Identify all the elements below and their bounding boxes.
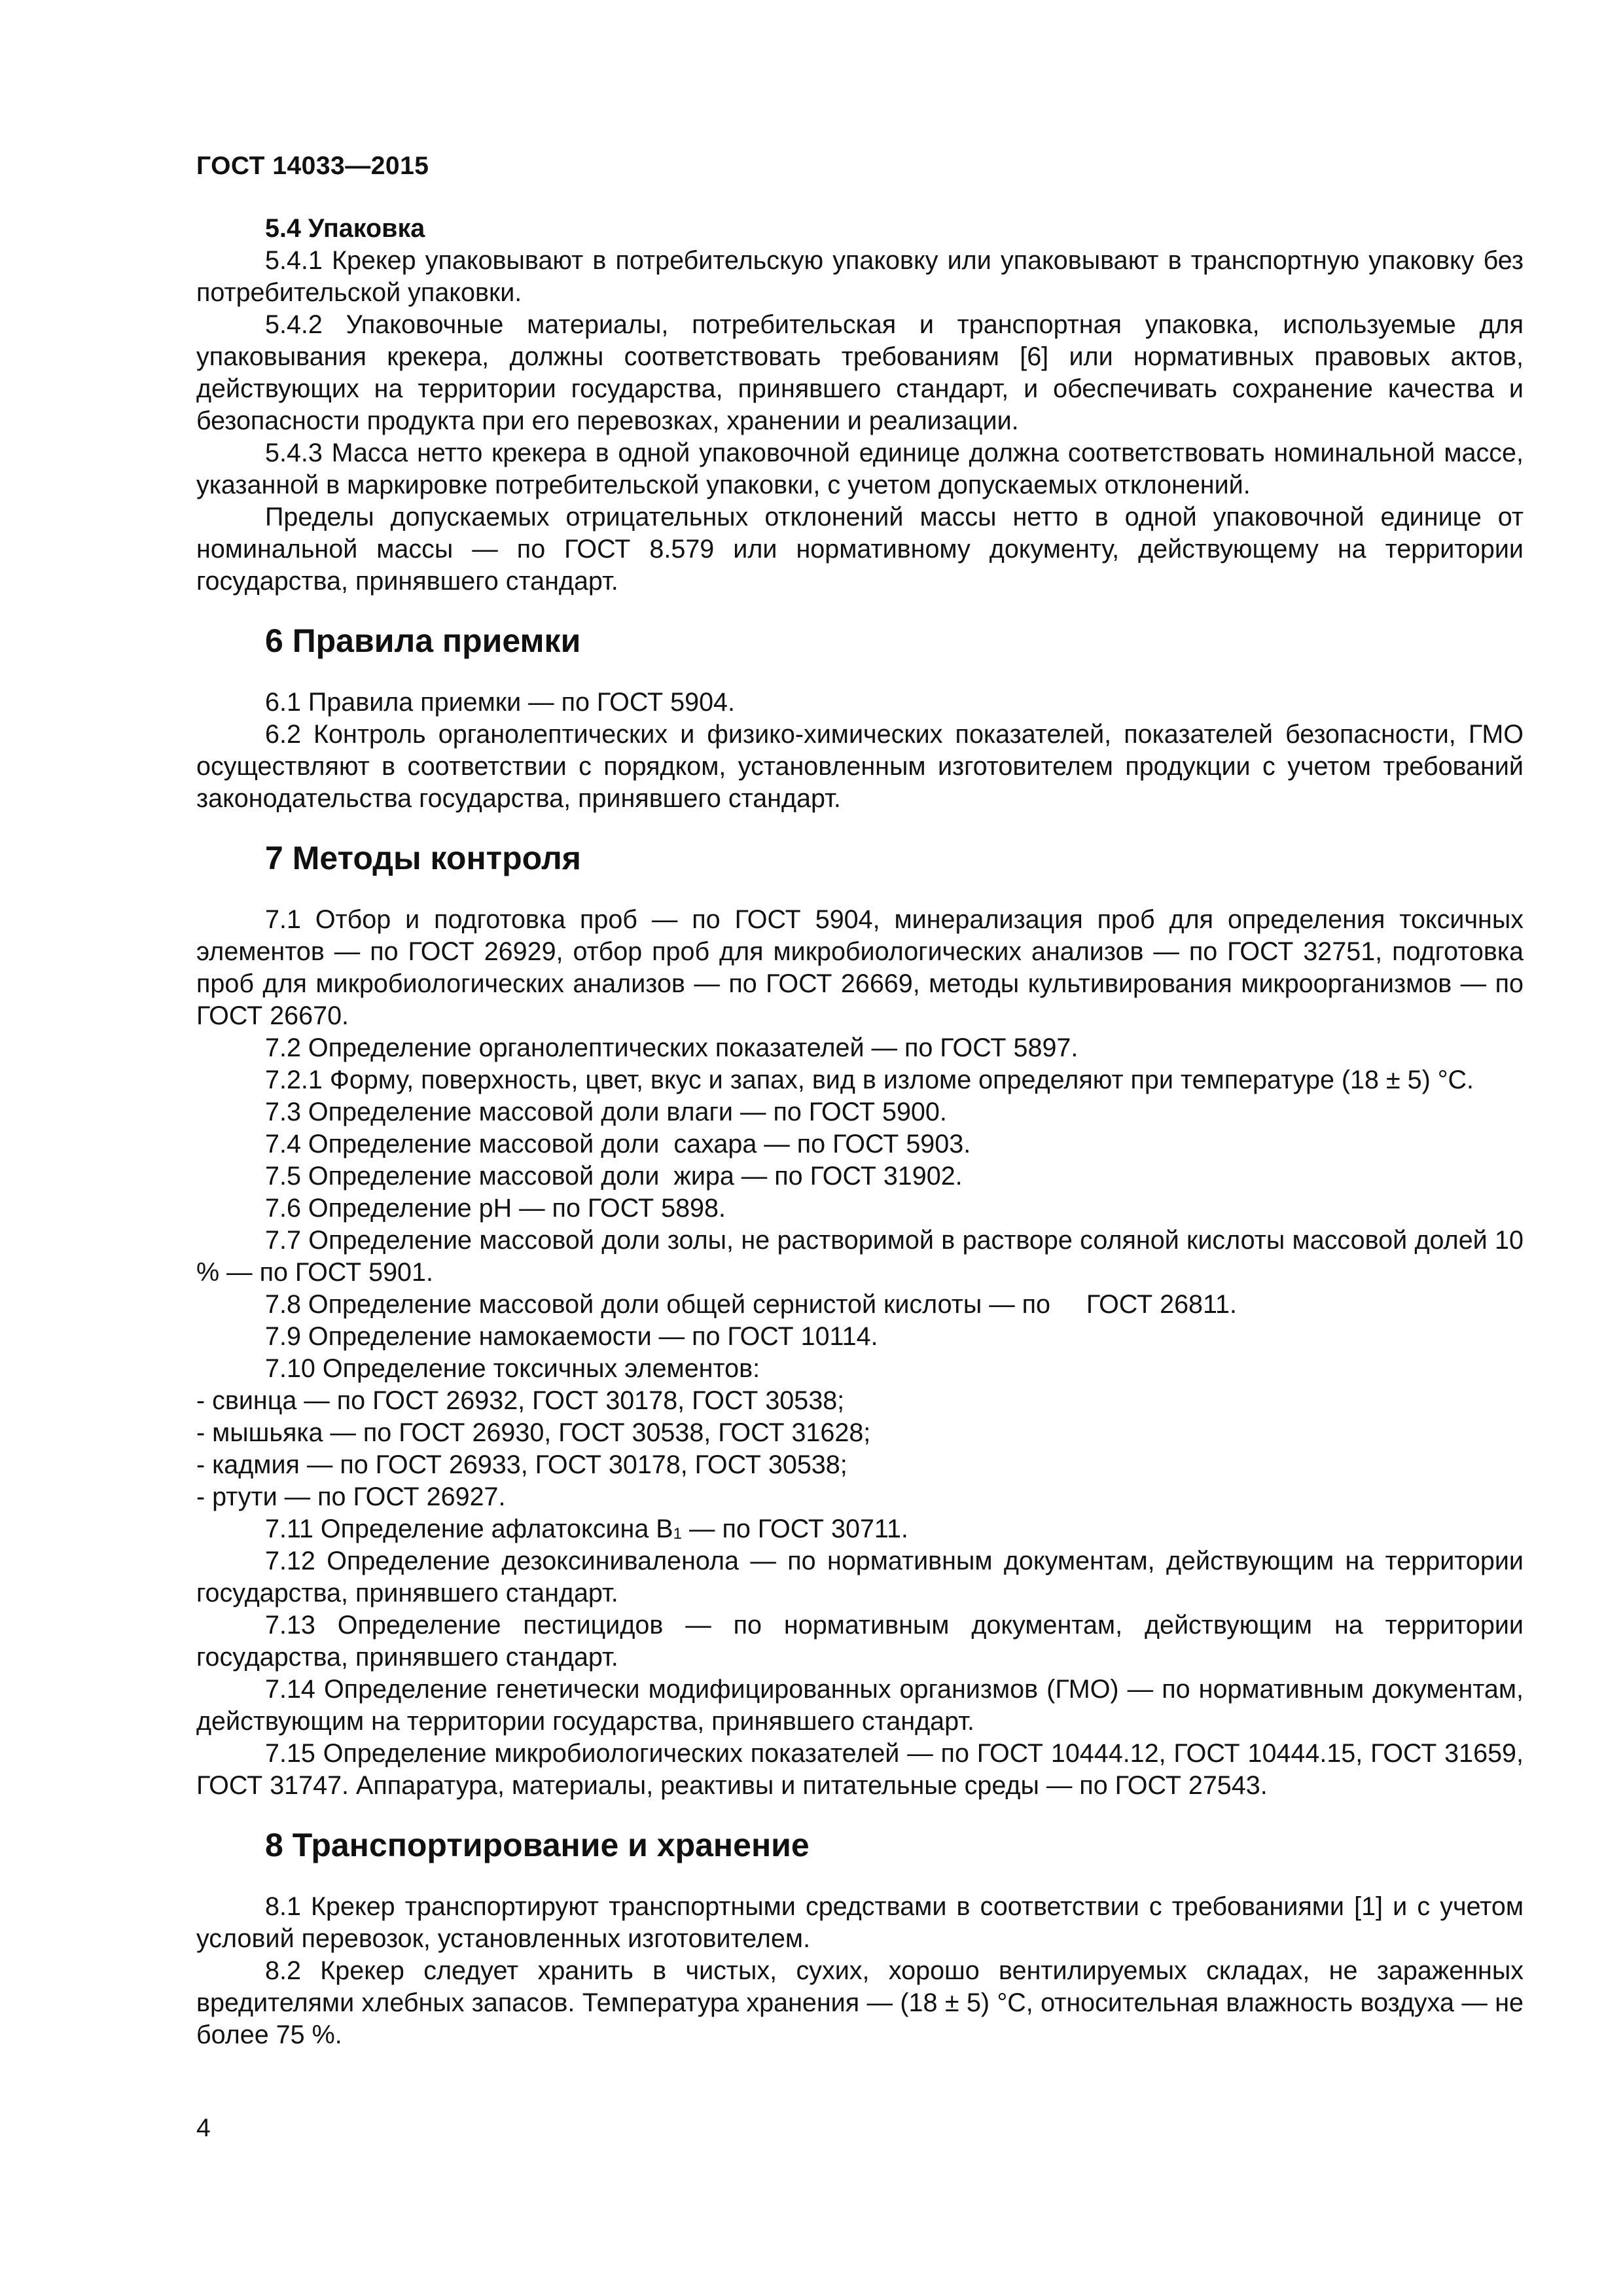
paragraph-7-13: 7.13 Определение пестицидов — по нормативным документам, действующим на территории государства, принявшего стандарт. [196,1611,1524,1672]
paragraph-7-10: 7.10 Определение токсичных элементов: [265,1354,760,1383]
paragraph-7-3: 7.3 Определение массовой доли влаги — по ГОСТ 5900. [265,1098,947,1126]
section-title-8: 8 Транспортирование и хранение [265,1827,810,1863]
paragraph-7-1: 7.1 Отбор и подготовка проб — по ГОСТ 5904, минерализация проб для определения токсичных элементов — по ГОСТ 26929, отбор проб для микробиологических анализов — по ГОСТ 32751, подготовка проб для микробиологических анализов — по ГОСТ 26669, методы культивирования микроорганизмов — по ГОСТ 26670. [196,905,1524,1030]
page-number: 4 [196,2114,211,2142]
paragraph-8-1: 8.1 Крекер транспортируют транспортными средствами в соответствии с требованиями [1] и с учетом условий перевозок, установленных изготовителем. [196,1892,1524,1953]
paragraph-7-11-tail: — по ГОСТ 30711. [682,1515,908,1543]
paragraph-5-4-3: 5.4.3 Масса нетто крекера в одной упаковочной единице должна соответствовать номинальной массе, указанной в маркировке потребительской упаковки, с учетом допускаемых отклонений. [196,439,1524,499]
subscript-1: 1 [673,1525,683,1543]
list-item-mercury: - ртути — по ГОСТ 26927. [196,1482,506,1511]
list-item-cadmium: - кадмия — по ГОСТ 26933, ГОСТ 30178, ГОСТ 30538; [196,1450,847,1479]
standard-header: ГОСТ 14033—2015 [196,152,429,180]
list-item-lead: - свинца — по ГОСТ 26932, ГОСТ 30178, ГОСТ 30538; [196,1386,845,1415]
paragraph-5-4-2: 5.4.2 Упаковочные материалы, потребительская и транспортная упаковка, используемые для упаковывания крекера, должны соответствовать требованиям [6] или нормативных правовых актов, действующих на территории государства, принявшего стандарт, и обеспечивать сохранение качества и безопасности продукта при его перевозках, хранении и реализации. [196,310,1524,435]
paragraph-7-7: 7.7 Определение массовой доли золы, не растворимой в растворе соляной кислоты массовой долей 10 % — по ГОСТ 5901. [196,1226,1524,1287]
paragraph-8-2: 8.2 Крекер следует хранить в чистых, сухих, хорошо вентилируемых складах, не зараженных вредителями хлебных запасов. Температура хранения — (18 ± 5) °С, относительная влажность воздуха — не более 75 %. [196,1956,1524,2049]
paragraph-7-15: 7.15 Определение микробиологических показателей — по ГОСТ 10444.12, ГОСТ 10444.15, ГОСТ 31659, ГОСТ 31747. Аппаратура, материалы, реактивы и питательные среды — по ГОСТ 27543. [196,1739,1524,1800]
paragraph-7-5: 7.5 Определение массовой доли жира — по ГОСТ 31902. [265,1162,963,1191]
paragraph-7-12: 7.12 Определение дезоксиниваленола — по нормативным документам, действующим на территории государства, принявшего стандарт. [196,1547,1524,1607]
paragraph-7-6: 7.6 Определение рН — по ГОСТ 5898. [265,1194,726,1223]
paragraph-5-4-1: 5.4.1 Крекер упаковывают в потребительскую упаковку или упаковывают в транспортную упаковку без потребительской упаковки. [196,246,1524,307]
paragraph-7-4: 7.4 Определение массовой доли сахара — по ГОСТ 5903. [265,1130,971,1158]
paragraph-6-1: 6.1 Правила приемки — по ГОСТ 5904. [265,688,735,717]
paragraph-7-14: 7.14 Определение генетически модифицированных организмов (ГМО) — по нормативным документам, действующим на территории государства, принявшего стандарт. [196,1675,1524,1736]
paragraph-6-2: 6.2 Контроль органолептических и физико-химических показателей, показателей безопасности, ГМО осуществляют в соответствии с порядком, установленным изготовителем продукции с учетом требований законодательства государства, принявшего стандарт. [196,720,1524,813]
list-item-arsenic: - мышьяка — по ГОСТ 26930, ГОСТ 30538, ГОСТ 31628; [196,1418,871,1447]
section-title-7: 7 Методы контроля [265,840,581,876]
paragraph-7-2: 7.2 Определение органолептических показателей — по ГОСТ 5897. [265,1033,1079,1062]
paragraph-7-2-1: 7.2.1 Форму, поверхность, цвет, вкус и запах, вид в изломе определяют при температуре (18 ± 5) °С. [265,1066,1474,1094]
document-body [196,213,1524,2051]
paragraph-7-8: 7.8 Определение массовой доли общей сернистой кислоты — по ГОСТ 26811. [265,1290,1237,1319]
paragraph-5-4-3-limits: Пределы допускаемых отрицательных отклонений массы нетто в одной упаковочной единице от номинальной массы — по ГОСТ 8.579 или нормативному документу, действующему на территории государства, принявшего стандарт. [196,503,1524,596]
paragraph-7-9: 7.9 Определение намокаемости — по ГОСТ 10114. [265,1322,878,1351]
subsection-title-5-4: 5.4 Упаковка [265,214,425,243]
section-title-6: 6 Правила приемки [265,622,581,659]
paragraph-7-11-text: 7.11 Определение афлатоксина В [265,1515,673,1543]
paragraph-7-11 [196,1513,1524,1545]
